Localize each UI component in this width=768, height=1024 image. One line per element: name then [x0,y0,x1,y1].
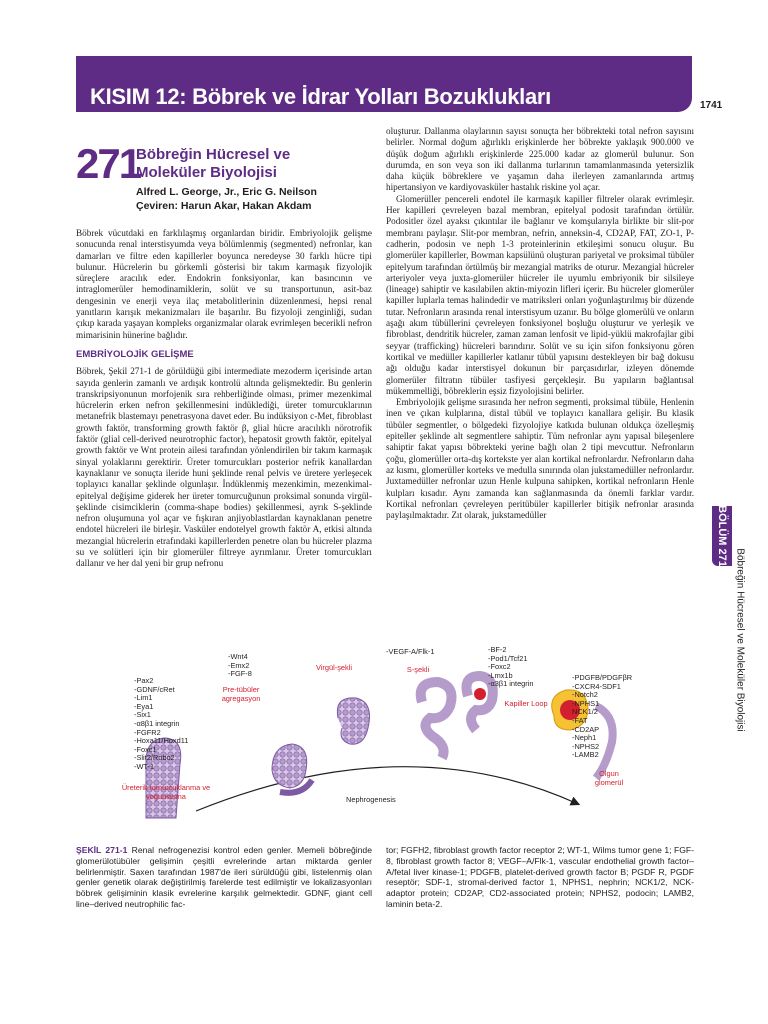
chapter-title [136,146,366,182]
comma-shaped-body-drawing [337,698,369,744]
right-column [386,126,694,521]
right-paragraph-3: Embriyolojik gelişme sırasında her nefron segmenti, proksimal tübüle, Henlenin inen ve çıkan kulplarına, distal tübül ve toplayıcı kanallara gelişir. Bu klasik tübüler segmentler, o bölgedeki fizyolojiye katkıda bulunan oldukça özelleşmiş epiteller şeklinde alt segmentlere sahiptir. Tüm nefronlar aynı yapısal bileşenlere sahiptir fakat yapısı böbrekteki yerine bağlı olan 2 tipi mevcuttur. Nefronların çoğu, glomerüller orta-dış kortekste yer alan kortikal nefronlardır. Nefronların daha az kısmı, glomerüller korteks ve medulla sınırında olan jukstamedüller nefronlardır. Juxtamedüller nefronlar uzun Henle kulpuna sahipken, kortikal nefronların Henle kulpları kısadır. Aynı zamanda kan sağlanmasında da önemli farklar vardır. Kortikal nefronları çevreleyen peritübüler kapillerler bitişik nefronlar arasında paylaşılmaktadır. Zıt olarak, jukstamedüller [386,397,694,521]
gene-list-induction: -Pax2 -GDNF/cRet -Lim1 -Eya1 -Six1 -α8β1 integrin -FGFR2 -Hoxa11/Hoxd11 -Foxc1 -Slit2/Robo2 -WT-1 [134,676,189,771]
right-paragraph-1: oluşturur. Dallanma olaylarının sayısı sonuçta her böbrekteki total nefron sayısını belirler. Normal doğum ağırlıklı erişkinlerde her böbrekte yaklaşık 900.000 ve düşük doğum ağırlıklı erişkinlerde 225.000 kadar az glomerül bulunur. Son durumda, en son veya son iki dallanma turlarının tamamlanmasında yetersizlik daha küçük böbreklere ve yaşamın daha ilerleyen zamanlarında artmış hipertansiyon ve kardiyovasküler hastalık riskine yol açar. [386,126,694,193]
figure-caption-left [76,845,372,910]
stage-label-pretubular: Pre-tübüler agregasyon [221,685,261,703]
gene-list-s-shape: -BF-2 -Pod1/Tcf21 -Foxc2 -Lmx1b -α3β1 integrin [488,645,534,689]
chapter-side-title: Böbreğin Hücresel ve Moleküler Biyolojisi [734,548,746,732]
stage-label-capillary-loop: Kapiller Loop [504,699,548,708]
gene-list-glomerulus: -PDGFB/PDGFβR -CXCR4-SDF1 -Notch2 -NPHS1 NCK1/2 -FAT -CD2AP -Neph1 -NPHS2 -LAMB2 [572,673,633,760]
stage-label-s-shape: S-şekli [406,665,430,674]
chapter-title-line1: Böbreğin Hücresel ve [136,146,291,163]
authors-line: Alfred L. George, Jr., Eric G. Neilson [136,186,317,198]
pretubular-aggregate-drawing [272,744,312,793]
figure-caption-right: tor; FGFH2, fibroblast growth factor receptor 2; WT-1, Wilms tumor gene 1; FGF-8, fibroblast growth factor 8; VEGF–A/Flk-1, vascular endothelial growth factor–A/fetal liver kinase-1; PDGFB, platelet-derived growth factor B; PGDF R, PGDF reseptör; SDF-1, stromal-derived factor 1, NPHS1, nephrin; NCK1/2, NCK-adaptor protein; CD2AP, CD2-associated protein; NPHS2, podocin; LAMB2, laminin beta-2. [386,845,694,909]
chapter-number: 271 [76,140,141,187]
nephrogenesis-figure [76,646,700,832]
left-column [76,228,372,570]
figure-caption-text-left: Renal nefrogenezisi kontrol eden genler. Memeli böbreğinde glomerülotübüler gelişimin çeşitli evrelerinde artan miktarda genler belirlenmiştir. Saxen tarafından 1987'de ileri sürüldüğü gibi, listelenmiş olan genler genetik olarak değiştirilmiş farelerde test edilmiştir ve lokalizasyonları böbrek gelişiminin klasik evrelerine karşılık gelmektedir. GDNF, giant cell line–derived neutrophilic fac- [76,845,372,909]
nephrogenesis-axis-label: Nephrogenesis [346,795,396,804]
embryo-paragraph: Böbrek, Şekil 271-1 de görüldüğü gibi intermediate mezoderm içerisinde artan sayıda genlerin zamanlı ve ardışık kontrolü altında gelişmektedir. Bu genlerin transkripsiyonunun morfojenik sıra rehberliğinde olması, primer mezenkimal hücrelerin erken nefron şekillenmesini indüklediği, üreter tomurcuklarının metanefrik blastemayı penetrasyona davet eder. Bu indüksiyon c-Met, fibroblast growth faktör, transforming growth faktör β, glial hücre aracılıklı nörotrofik faktör (glial cell-derived neurotrophic factor), hepatosit growth faktör, epitelyal growth faktör ve Wnt protein ailesi tarafından yönlendirilen bir takım karmaşık sinyal yolaklarını gerektirir. Üreter tomurcukları posterior nefrik kanallardan kaynaklanır ve sonuçta ileride huni şeklinde renal pelvis ve üretere yerleşecek toplayıcı kanallar şeklinde olgunlaşır. İndüklenmiş mezenkimin, mezenkimal-epitelyal değişime giderek her üreter tomurcuğunun proksimal sonunda virgül-şeklinde cisimciklerin (comma-shape bodies) şekillenmesi, ayrık S-şeklinde nefron oluşumuna yol açar ve fışkıran anjiyoblastlardan kaynaklanan penetre endotel hücreleri ile birleşir. Vasküler endotelyel growth faktör A, etkisi altında mezangial hücrelerin etrafındaki kapillerlerden penetre olan bu hücreler plazma su ve solütleri için bir glomerüler filtreye ayrımlanır. Üreter tomurcukları dallanır ve her dal yeni bir grup nefronu [76,366,372,569]
stage-label-comma: Virgül-şekli [315,663,352,672]
gene-list-vegf: -VEGF-A/Flk-1 [386,647,435,656]
s-shaped-body-drawing [421,682,452,758]
stage-label-ureteric-budding: Üreterik tomurcuklanma ve yoğunlaşma [121,783,211,801]
figure-caption-label: ŞEKİL 271-1 [76,845,128,855]
gene-list-pretubular: -Wnt4 -Emx2 -FGF-8 [228,652,252,679]
page-number: 1741 [700,100,723,111]
chapter-authors [136,185,376,213]
intro-paragraph: Böbrek vücutdaki en farklılaşmış organlardan biridir. Embriyolojik gelişme sonucunda renal interstisyumda veya bölümlenmiş (segmented) nefronlar, kan damarları ve filtre eden kapillerler boyunca neredeyse 30 farklı hücre tipi bulunur. Hücrelerin bu görkemli gösterisi bir takım karmaşık fizyolojik süreçlere aracılık eder. Endokrin fonksiyonlar, kan basıncının ve intraglomerüler hemodinamiklerin, solüt ve su transportunun, asit-baz dengesinin ve enerji veya ilaç metabolitlerinin düzenlenmesi, hepsi renal yanıtların karışık mekanizmaları ile başarılır. Bu fizyoloji zenginliği, sudan çıkıp karada yaşayan kompleks organizmalar olarak evrimleşen becerikli nefron mimarisinin hünerine bağlıdır. [76,228,372,340]
chapter-title-line2: Moleküler Biyolojisi [136,164,277,181]
chapter-side-tab-label: BÖLÜM 271 [716,505,728,567]
stage-label-mature-glomerulus: Olgun glomerül [594,769,624,787]
section-heading: EMBRİYOLOJİK GELİŞME [76,348,194,360]
right-paragraph-2: Glomerüller pencereli endotel ile karmaşık kapiller filtreler olarak evrimleşir. Her kapilleri çevreleyen bazal membran, epitelyal podosit tarafından örtülür. Podositler özel ayaksı çıkıntılar ile bağlanır ve komşularıyla birlikte bir slit-por membranı paylaşır. Slit-por membran, nefrin, anneksin-4, CD2AP, FAT, ZO-1, P-cadherin, podosin ve neph 1-3 proteinlerinin etkileşimi sonucu oluşur. Bu glomerüler kapillerler, Bowman kapsülünü oluşturan pariyetal ve proksimal tübüler epitelyum tarafından örtülmüş bir mezangial matriks de oturur. Mezangial hücreler arteriyoler veya juxta-glomerüler hücreler ile uyumlu embriyonik bir silsileye (lineage) sahiptir ve kasılabilen aktin-miyozin lifleri içerir. Bu hücreler glomerüler kapiller luplarla temas halindedir ve matriksleri onları yoğunlaştırılmış bir düzende tutar. Nefronların arasında renal interstisyum uzanır. Bu bölge glomerülü ve onların aşağı akım tübüllerini çevreleyen fonksiyonel boşluğu oluşturur ve yerleşik ve fibroblast, dendritik hücreler, zaman zaman lenfosit ve lipid-yüklü makrofajlar gibi seyyar (trafficking) hücreleri barındırır. Solüt ve su için sifon fonksiyonu gören kortikal ve medüller kapillerler katlanır tübül yapısını destekleyen bir bağ dokusu ağı olduğu kadar interstisyel dokunun bir parçasıdırlar, izleyen dönemde glomerüler filtratın tübüler tasfiyesi gerçekleşir. Bu yapıların bağlantısal mükemmelliği, böbreklerin eşsiz fizyolojisini belirler. [386,193,694,396]
translators-line: Çeviren: Harun Akar, Hakan Akdam [136,200,312,212]
part-title: KISIM 12: Böbrek ve İdrar Yolları Bozuklukları [90,84,551,109]
